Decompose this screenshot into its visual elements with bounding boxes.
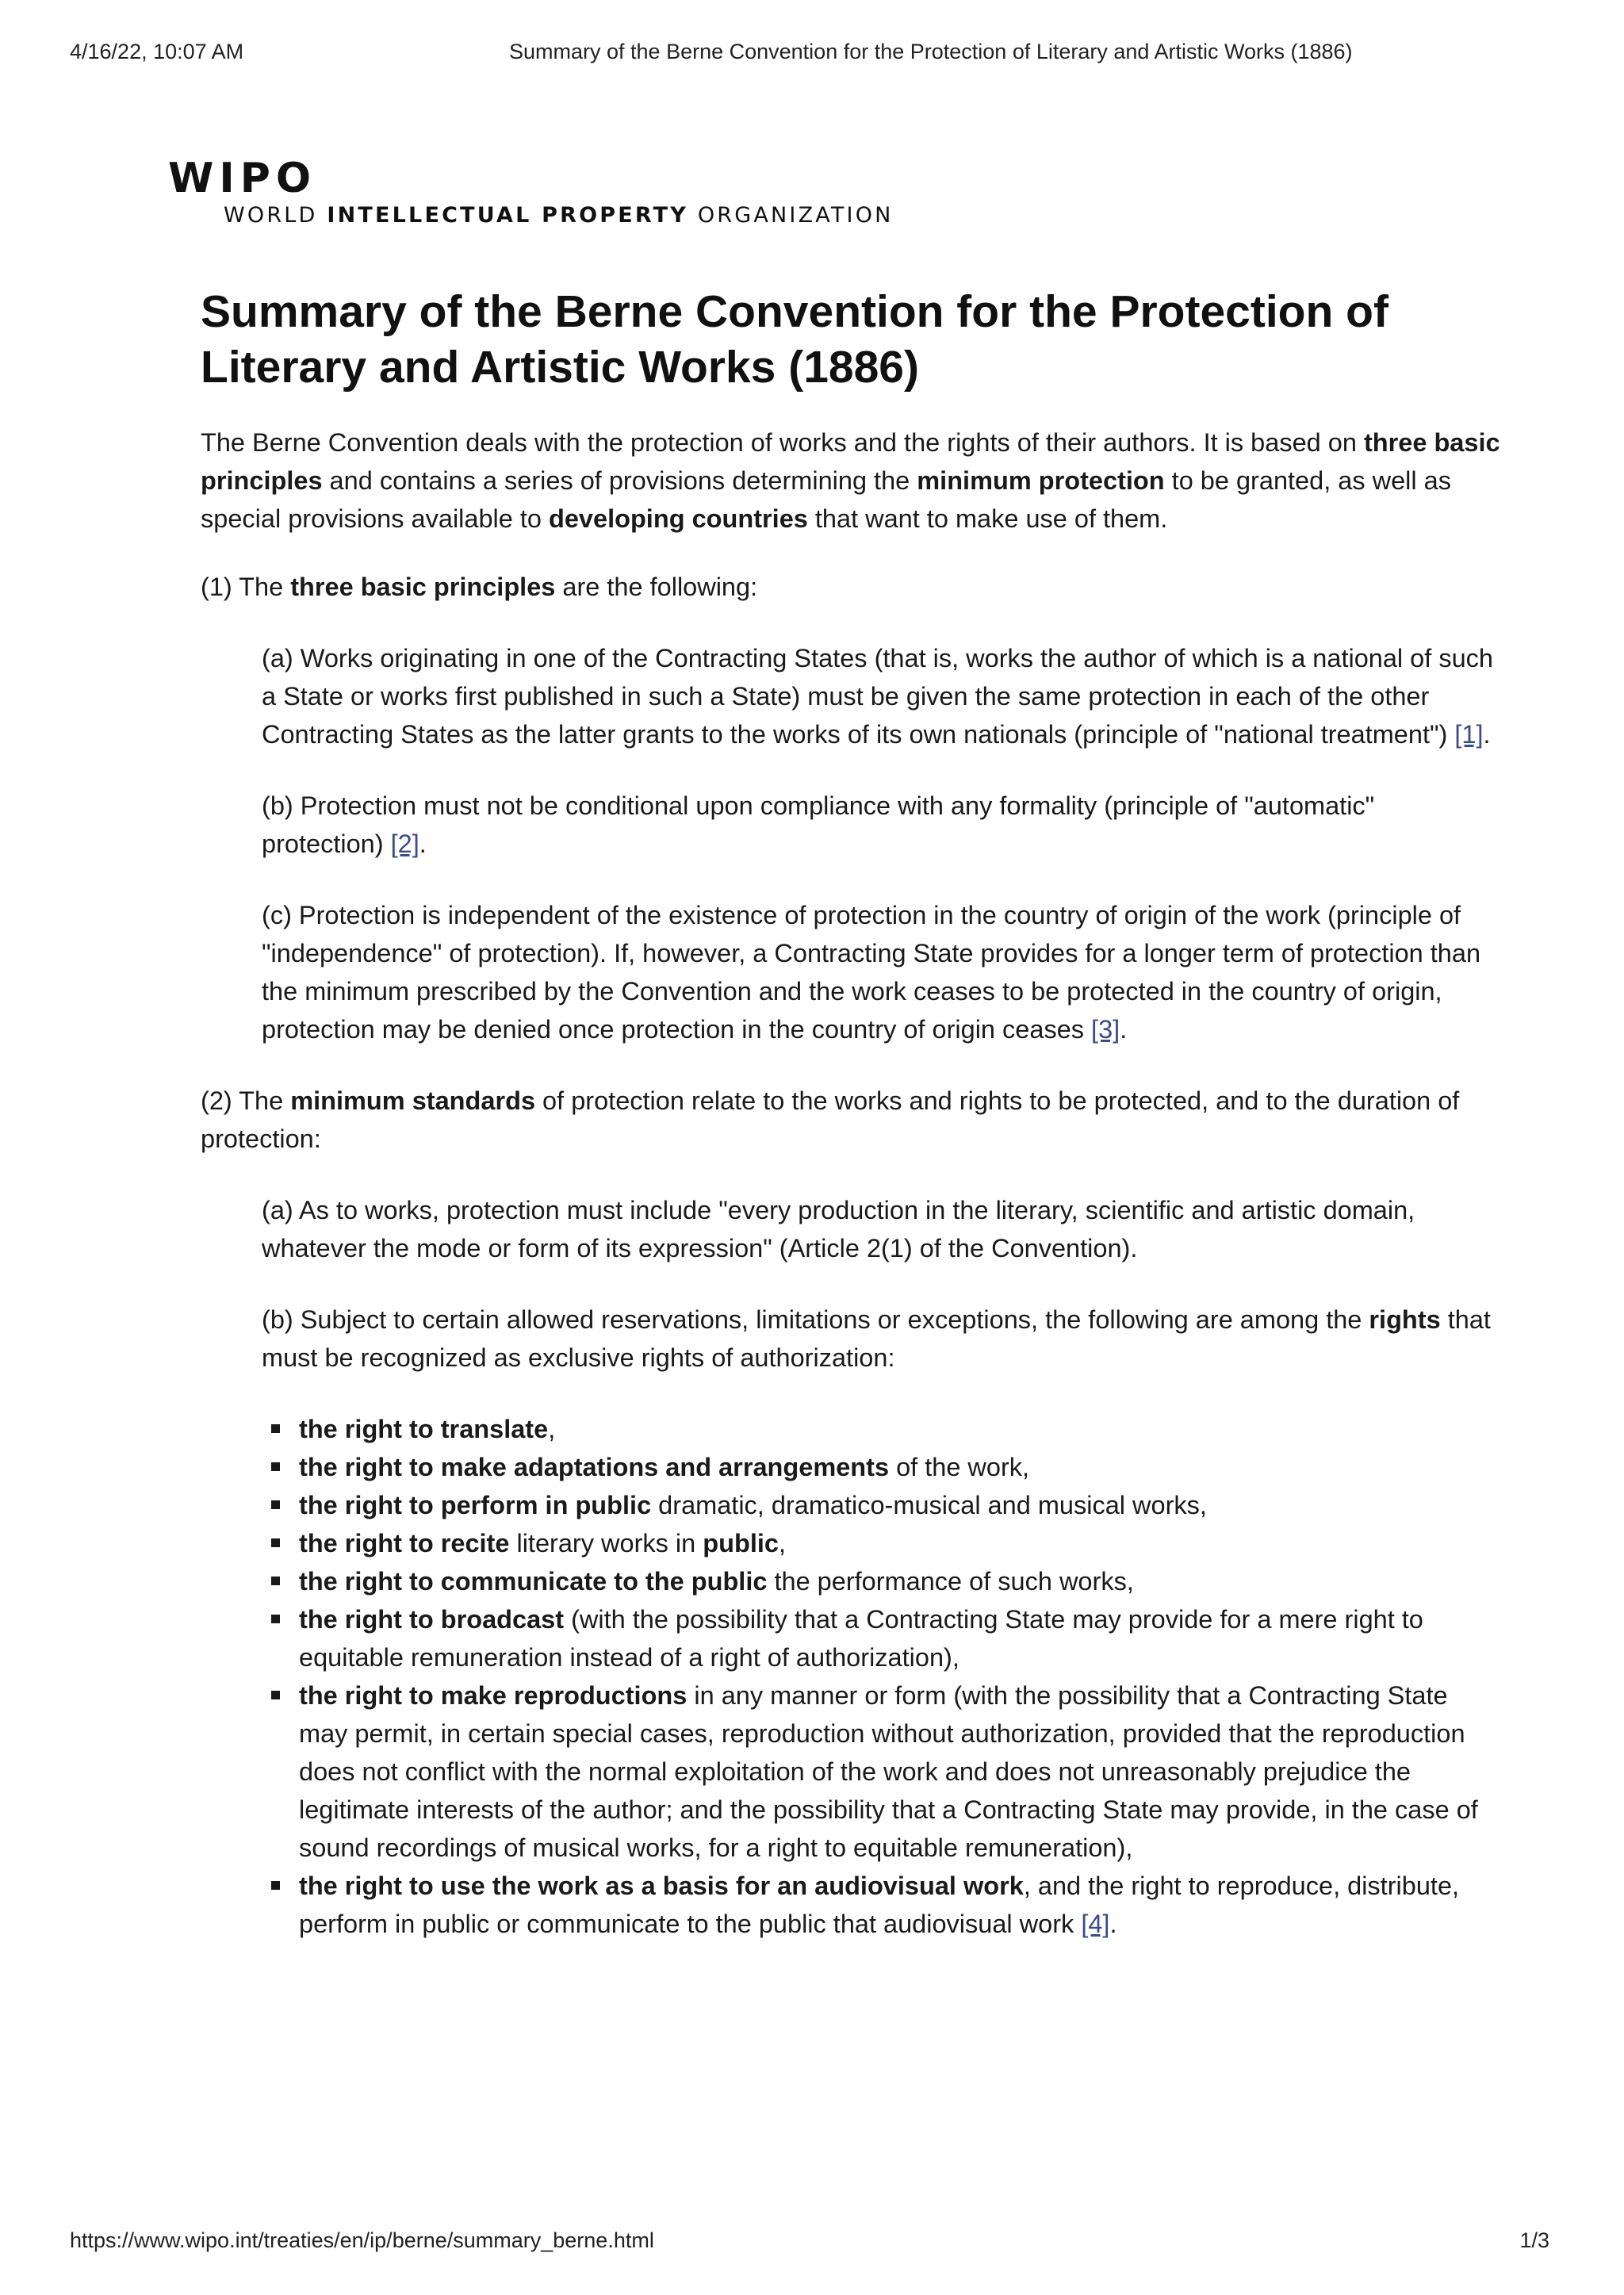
list-item: the right to broadcast (with the possibility that a Contracting State may provide for a mere right to equitable remuneration instead of a right of authorization),	[299, 1600, 1501, 1676]
rights-list	[201, 1410, 1501, 1943]
logo-org-post: ORGANIZATION	[688, 203, 894, 228]
bullet-icon	[271, 1424, 280, 1433]
list-item: the right to translate,	[299, 1410, 1501, 1448]
print-header	[70, 40, 1549, 67]
wipo-logo[interactable]	[168, 155, 894, 229]
footnote-link-3[interactable]: [3]	[1091, 1015, 1120, 1044]
list-item: the right to make reproductions in any manner or form (with the possibility that a Contracting State may permit, in certain special cases, reproduction without authorization, provided that the reproduction does not conflict with the normal exploitation of the work and does not unreasonably prejudice the legitimate interests of the author; and the possibility that a Contracting State may provide, in the case of sound recordings of musical works, for a right to equitable remuneration),	[299, 1676, 1501, 1867]
principle-c: (c) Protection is independent of the existence of protection in the country of origin of the work (principle of "independence" of protection). If, however, a Contracting State provides for a longer term of protection than the minimum prescribed by the Convention and the work ceases to be protected in the country of origin, protection may be denied once protection in the country of origin ceases [3].	[262, 901, 1481, 1044]
print-datetime: 4/16/22, 10:07 AM	[70, 40, 244, 63]
print-footer	[70, 2228, 1549, 2255]
bullet-icon	[271, 1615, 280, 1623]
print-page-title: Summary of the Berne Convention for the Protection of Literary and Artistic Works (1886)	[509, 40, 1353, 63]
main-content	[201, 284, 1501, 1943]
section-1-heading: (1) The three basic principles are the following:	[201, 573, 758, 601]
intro-paragraph: The Berne Convention deals with the protection of works and the rights of their authors. It is based on three basic principles and contains a series of provisions determining the minimum protection to be granted, as well as special provisions available to developing countries that want to make use of them.	[201, 428, 1500, 533]
logo-acronym: WIPO	[168, 155, 317, 202]
page-number: 1/3	[1519, 2228, 1549, 2252]
bullet-icon	[271, 1691, 280, 1699]
bullet-icon	[271, 1577, 280, 1585]
logo-org-name	[224, 202, 894, 229]
standard-a: (a) As to works, protection must include "every production in the literary, scientific and artistic domain, whatever the mode or form of its expression" (Article 2(1) of the Convention).	[262, 1196, 1415, 1262]
list-item: the right to recite literary works in public,	[299, 1524, 1501, 1562]
principle-b: (b) Protection must not be conditional upon compliance with any formality (principle of "automatic" protection) [2].	[262, 791, 1375, 858]
logo-org-pre: WORLD	[224, 203, 327, 228]
bullet-icon	[271, 1500, 280, 1509]
list-item: the right to use the work as a basis for an audiovisual work, and the right to reproduce, distribute, perform in public or communicate to the public that audiovisual work [4].	[299, 1867, 1501, 1943]
principle-a: (a) Works originating in one of the Contracting States (that is, works the author of which is a national of such a State or works first published in such a State) must be given the same protection in each of the other Contracting States as the latter grants to the works of its own nationals (principle of "national treatment") [1].	[262, 644, 1493, 749]
page-title: Summary of the Berne Convention for the Protection of Literary and Artistic Works (1886)	[201, 286, 1388, 393]
bullet-icon	[271, 1462, 280, 1471]
logo-org-strong: INTELLECTUAL PROPERTY	[327, 203, 689, 228]
page-url: https://www.wipo.int/treaties/en/ip/berne/summary_berne.html	[70, 2228, 654, 2252]
standard-b: (b) Subject to certain allowed reservations, limitations or exceptions, the following are among the rights that must be recognized as exclusive rights of authorization:	[262, 1305, 1491, 1372]
list-item: the right to make adaptations and arrangements of the work,	[299, 1448, 1501, 1486]
list-item: the right to communicate to the public the performance of such works,	[299, 1562, 1501, 1600]
bullet-icon	[271, 1538, 280, 1547]
footnote-link-4[interactable]: [4]	[1081, 1910, 1110, 1938]
footnote-link-1[interactable]: [1]	[1454, 720, 1484, 749]
footnote-link-2[interactable]: [2]	[390, 829, 419, 858]
section-2-heading: (2) The minimum standards of protection relate to the works and rights to be protected, and to the duration of protection:	[201, 1086, 1460, 1153]
list-item: the right to perform in public dramatic, dramatico-musical and musical works,	[299, 1486, 1501, 1524]
bullet-icon	[271, 1881, 280, 1890]
